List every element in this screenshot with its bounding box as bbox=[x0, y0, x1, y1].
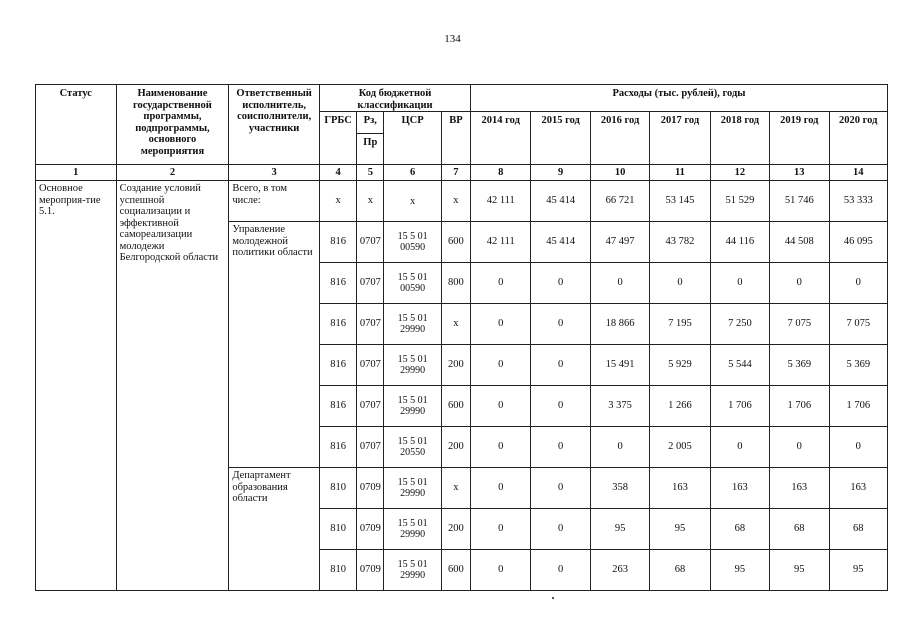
grbs-cell: 816 bbox=[319, 304, 356, 345]
expense-value-cell: 0 bbox=[531, 345, 590, 386]
csr-cell bbox=[384, 550, 441, 591]
rzpr-cell: 0709 bbox=[357, 509, 384, 550]
column-number: 14 bbox=[829, 165, 888, 181]
column-number: 9 bbox=[531, 165, 590, 181]
executor-youth-cell: Управление молодежной политики области bbox=[229, 222, 320, 468]
vr-cell: 200 bbox=[441, 427, 470, 468]
header-year-2020: 2020 год bbox=[829, 112, 888, 165]
rzpr-cell: 0707 bbox=[357, 304, 384, 345]
expense-value-cell: 358 bbox=[590, 468, 649, 509]
csr-line-1: 15 5 01 bbox=[397, 231, 428, 243]
csr-line-1: 15 5 01 bbox=[397, 313, 428, 325]
expense-value-cell: 42 111 bbox=[471, 181, 531, 222]
csr-line-2: 29990 bbox=[400, 324, 426, 336]
expense-value-cell: 163 bbox=[650, 468, 710, 509]
csr-line-1: x bbox=[410, 195, 416, 207]
column-number: 8 bbox=[471, 165, 531, 181]
expense-value-cell: 1 706 bbox=[710, 386, 769, 427]
csr-cell bbox=[384, 181, 441, 222]
csr-line-2: 29990 bbox=[400, 529, 426, 541]
grbs-cell: 816 bbox=[319, 386, 356, 427]
vr-cell: 200 bbox=[441, 345, 470, 386]
grbs-cell: 816 bbox=[319, 222, 356, 263]
expense-value-cell: 0 bbox=[829, 427, 888, 468]
grbs-cell: 810 bbox=[319, 550, 356, 591]
grbs-cell: 816 bbox=[319, 345, 356, 386]
header-vr: ВР bbox=[441, 112, 470, 165]
expense-value-cell: 68 bbox=[770, 509, 829, 550]
csr-cell bbox=[384, 468, 441, 509]
page-number: 134 bbox=[444, 33, 461, 45]
column-number: 5 bbox=[357, 165, 384, 181]
expense-value-cell: 0 bbox=[471, 427, 531, 468]
expense-value-cell: 43 782 bbox=[650, 222, 710, 263]
expense-value-cell: 44 508 bbox=[770, 222, 829, 263]
csr-line-2: 00590 bbox=[400, 283, 426, 295]
csr-line-1: 15 5 01 bbox=[397, 395, 428, 407]
csr-line-1: 15 5 01 bbox=[397, 559, 428, 571]
expense-value-cell: 95 bbox=[710, 550, 769, 591]
expense-value-cell: 0 bbox=[829, 263, 888, 304]
grbs-cell: 816 bbox=[319, 263, 356, 304]
expense-value-cell: 163 bbox=[770, 468, 829, 509]
column-number: 6 bbox=[384, 165, 441, 181]
expense-value-cell: 95 bbox=[650, 509, 710, 550]
rzpr-cell: 0707 bbox=[357, 263, 384, 304]
header-csr: ЦСР bbox=[384, 112, 441, 165]
vr-cell: 600 bbox=[441, 386, 470, 427]
column-number: 7 bbox=[441, 165, 470, 181]
expense-value-cell: 95 bbox=[770, 550, 829, 591]
csr-cell bbox=[384, 427, 441, 468]
header-rz: Рз, bbox=[357, 112, 384, 134]
measure-name-cell: Создание условий успешной социализации и эффективной самореализации молодежи Белгородской области bbox=[116, 181, 229, 591]
csr-line-1: 15 5 01 bbox=[397, 354, 428, 366]
csr-line-1: 15 5 01 bbox=[397, 477, 428, 489]
expense-value-cell: 5 369 bbox=[829, 345, 888, 386]
header-expenses: Расходы (тыс. рублей), годы bbox=[471, 85, 888, 112]
vr-cell: 600 bbox=[441, 550, 470, 591]
header-name: Наименование государственной программы, подпрограммы, основного мероприятия bbox=[116, 85, 229, 165]
column-number: 4 bbox=[319, 165, 356, 181]
expense-value-cell: 95 bbox=[829, 550, 888, 591]
expense-value-cell: 51 529 bbox=[710, 181, 769, 222]
header-year-2017: 2017 год bbox=[650, 112, 710, 165]
rzpr-cell: 0707 bbox=[357, 427, 384, 468]
expense-value-cell: 1 266 bbox=[650, 386, 710, 427]
executor-education-cell: Департамент образования области bbox=[229, 468, 320, 591]
csr-cell bbox=[384, 386, 441, 427]
expense-value-cell: 5 369 bbox=[770, 345, 829, 386]
expense-value-cell: 46 095 bbox=[829, 222, 888, 263]
expense-value-cell: 163 bbox=[710, 468, 769, 509]
budget-table bbox=[35, 84, 888, 591]
expense-value-cell: 44 116 bbox=[710, 222, 769, 263]
csr-cell bbox=[384, 263, 441, 304]
vr-cell: 200 bbox=[441, 509, 470, 550]
csr-line-1: 15 5 01 bbox=[397, 436, 428, 448]
vr-cell: x bbox=[441, 468, 470, 509]
expense-value-cell: 68 bbox=[710, 509, 769, 550]
header-year-2016: 2016 год bbox=[590, 112, 649, 165]
expense-value-cell: 0 bbox=[590, 263, 649, 304]
expense-value-cell: 0 bbox=[531, 550, 590, 591]
expense-value-cell: 0 bbox=[531, 386, 590, 427]
expense-value-cell: 0 bbox=[471, 263, 531, 304]
expense-value-cell: 53 145 bbox=[650, 181, 710, 222]
rzpr-cell: 0707 bbox=[357, 386, 384, 427]
expense-value-cell: 0 bbox=[471, 386, 531, 427]
csr-line-1: 15 5 01 bbox=[397, 518, 428, 530]
expense-value-cell: 95 bbox=[590, 509, 649, 550]
csr-cell bbox=[384, 222, 441, 263]
expense-value-cell: 47 497 bbox=[590, 222, 649, 263]
vr-cell: 600 bbox=[441, 222, 470, 263]
expense-value-cell: 66 721 bbox=[590, 181, 649, 222]
csr-line-2: 29990 bbox=[400, 570, 426, 582]
rzpr-cell: 0709 bbox=[357, 468, 384, 509]
rzpr-cell: x bbox=[357, 181, 384, 222]
column-number: 13 bbox=[770, 165, 829, 181]
column-number: 10 bbox=[590, 165, 649, 181]
header-year-2015: 2015 год bbox=[531, 112, 590, 165]
csr-line-2: 29990 bbox=[400, 488, 426, 500]
expense-value-cell: 68 bbox=[829, 509, 888, 550]
grbs-cell: 810 bbox=[319, 468, 356, 509]
expense-value-cell: 0 bbox=[770, 263, 829, 304]
expense-value-cell: 1 706 bbox=[829, 386, 888, 427]
expense-value-cell: 7 195 bbox=[650, 304, 710, 345]
executor-total-cell: Всего, в том числе: bbox=[229, 181, 320, 222]
header-pr: Пр bbox=[357, 134, 384, 165]
expense-value-cell: 18 866 bbox=[590, 304, 649, 345]
header-year-2018: 2018 год bbox=[710, 112, 769, 165]
column-number: 1 bbox=[36, 165, 117, 181]
expense-value-cell: 68 bbox=[650, 550, 710, 591]
vr-cell: x bbox=[441, 304, 470, 345]
expense-value-cell: 3 375 bbox=[590, 386, 649, 427]
expense-value-cell: 7 075 bbox=[770, 304, 829, 345]
column-number: 12 bbox=[710, 165, 769, 181]
expense-value-cell: 15 491 bbox=[590, 345, 649, 386]
expense-value-cell: 0 bbox=[471, 468, 531, 509]
expense-value-cell: 0 bbox=[471, 509, 531, 550]
expense-value-cell: 5 929 bbox=[650, 345, 710, 386]
expense-value-cell: 0 bbox=[531, 427, 590, 468]
header-budget-code: Код бюджетной классификации bbox=[319, 85, 470, 112]
expense-value-cell: 0 bbox=[710, 263, 769, 304]
csr-cell bbox=[384, 304, 441, 345]
expense-value-cell: 42 111 bbox=[471, 222, 531, 263]
header-grbs: ГРБС bbox=[319, 112, 356, 165]
vr-cell: 800 bbox=[441, 263, 470, 304]
csr-line-2: 29990 bbox=[400, 406, 426, 418]
expense-value-cell: 0 bbox=[770, 427, 829, 468]
column-number: 3 bbox=[229, 165, 320, 181]
expense-value-cell: 1 706 bbox=[770, 386, 829, 427]
vr-cell: x bbox=[441, 181, 470, 222]
expense-value-cell: 2 005 bbox=[650, 427, 710, 468]
expense-value-cell: 0 bbox=[471, 550, 531, 591]
expense-value-cell: 53 333 bbox=[829, 181, 888, 222]
expense-value-cell: 0 bbox=[650, 263, 710, 304]
expense-value-cell: 45 414 bbox=[531, 181, 590, 222]
column-number: 2 bbox=[116, 165, 229, 181]
expense-value-cell: 163 bbox=[829, 468, 888, 509]
csr-line-2: 29990 bbox=[400, 365, 426, 377]
expense-value-cell: 0 bbox=[531, 263, 590, 304]
csr-line-2: 00590 bbox=[400, 242, 426, 254]
column-number-row bbox=[36, 165, 888, 181]
expense-value-cell: 0 bbox=[531, 509, 590, 550]
csr-cell bbox=[384, 345, 441, 386]
expense-value-cell: 7 075 bbox=[829, 304, 888, 345]
header-year-2014: 2014 год bbox=[471, 112, 531, 165]
expense-value-cell: 0 bbox=[471, 304, 531, 345]
expense-value-cell: 0 bbox=[531, 468, 590, 509]
table-row bbox=[36, 181, 888, 222]
expense-value-cell: 0 bbox=[590, 427, 649, 468]
expense-value-cell: 0 bbox=[471, 345, 531, 386]
expense-value-cell: 5 544 bbox=[710, 345, 769, 386]
expense-value-cell: 263 bbox=[590, 550, 649, 591]
expense-value-cell: 7 250 bbox=[710, 304, 769, 345]
expense-value-cell: 0 bbox=[531, 304, 590, 345]
csr-line-1: 15 5 01 bbox=[397, 272, 428, 284]
grbs-cell: 810 bbox=[319, 509, 356, 550]
column-number: 11 bbox=[650, 165, 710, 181]
rzpr-cell: 0707 bbox=[357, 222, 384, 263]
expense-value-cell: 51 746 bbox=[770, 181, 829, 222]
expense-value-cell: 0 bbox=[710, 427, 769, 468]
header-year-2019: 2019 год bbox=[770, 112, 829, 165]
expense-value-cell: 45 414 bbox=[531, 222, 590, 263]
scan-dot bbox=[552, 597, 554, 599]
csr-cell bbox=[384, 509, 441, 550]
rzpr-cell: 0709 bbox=[357, 550, 384, 591]
status-cell: Основное мероприя-тие 5.1. bbox=[36, 181, 117, 591]
header-executor: Ответственный исполнитель, соисполнители, участники bbox=[229, 85, 320, 165]
csr-line-2: 20550 bbox=[400, 447, 426, 459]
rzpr-cell: 0707 bbox=[357, 345, 384, 386]
header-status: Статус bbox=[36, 85, 117, 165]
grbs-cell: x bbox=[319, 181, 356, 222]
grbs-cell: 816 bbox=[319, 427, 356, 468]
